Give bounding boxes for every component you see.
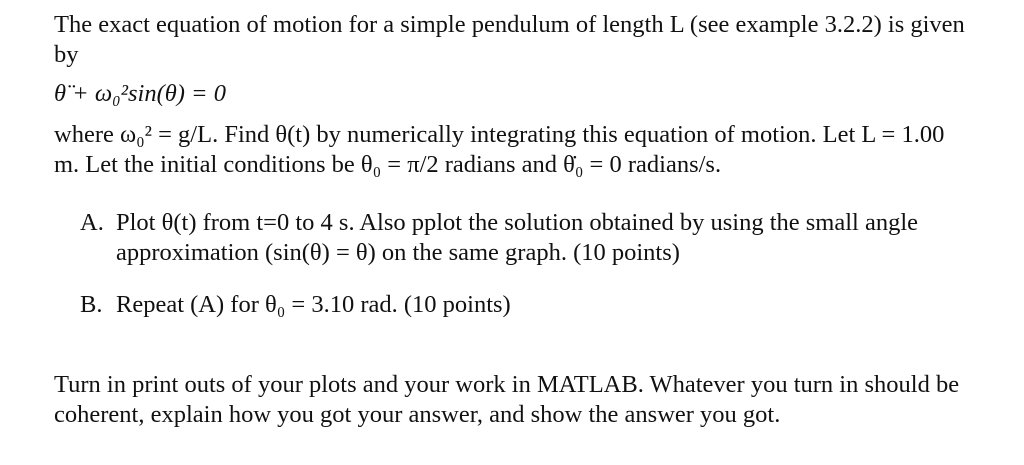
intro-paragraph: The exact equation of motion for a simple pendulum of length L (see example 3.2.2) is given by	[54, 11, 965, 68]
where-paragraph: where ω₀² = g/L. Find θ(t) by numerically integrating this equation of motion. Let L = 1.00 m. Let the initial conditions be θ₀ = π/2 radians and θ̇₀ = 0 radians/s.	[54, 121, 945, 178]
task-item-b	[80, 290, 974, 320]
task-text-a: Plot θ(t) from t=0 to 4 s. Also pplot the solution obtained by using the small angle approximation (sin(θ) = θ) on the same graph. (10 points)	[116, 209, 919, 266]
closing-paragraph: Turn in print outs of your plots and your work in MATLAB. Whatever you turn in should be coherent, explain how you got your answer, and show the answer you got.	[54, 371, 960, 428]
equation-of-motion: θ̈ + ω₀²sin(θ) = 0	[54, 80, 226, 107]
problem-document	[54, 10, 974, 430]
task-label-a: A.	[80, 209, 104, 236]
task-label-b: B.	[80, 291, 103, 318]
task-list	[54, 208, 974, 320]
task-item-a	[80, 208, 974, 268]
task-text-b: Repeat (A) for θ₀ = 3.10 rad. (10 points)	[116, 291, 511, 318]
